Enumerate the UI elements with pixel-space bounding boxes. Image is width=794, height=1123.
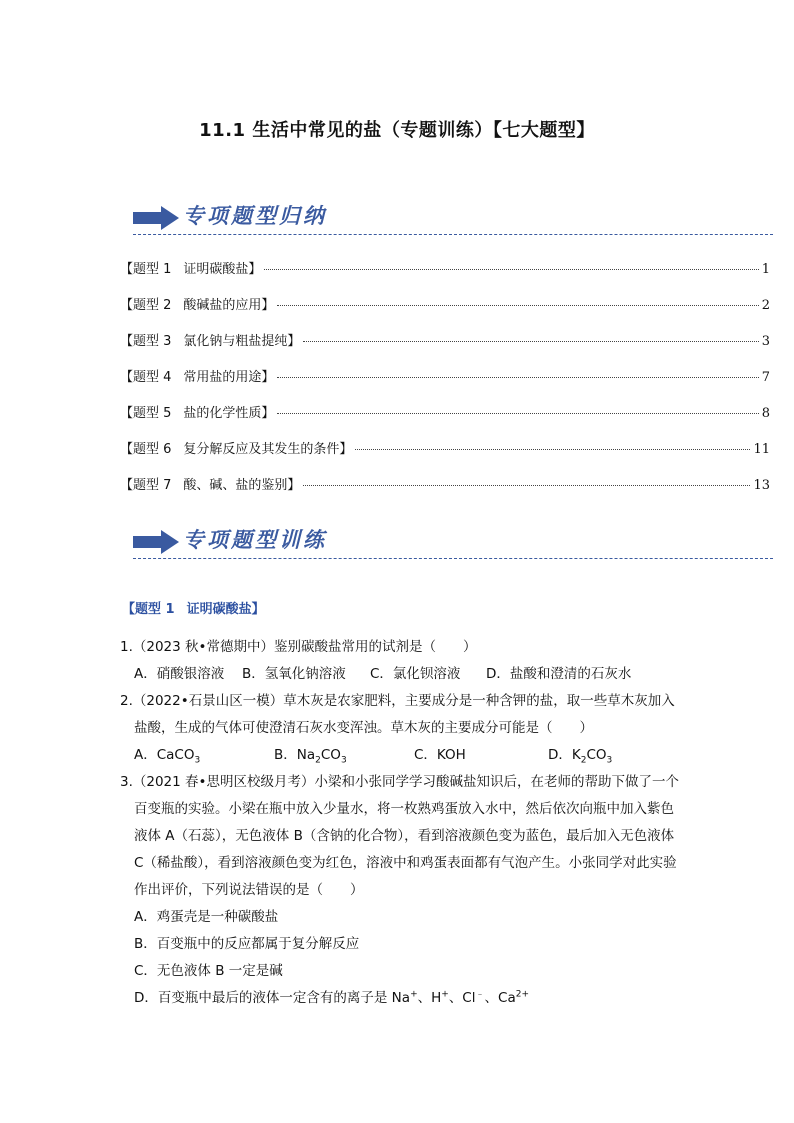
option-d[interactable]: D．盐酸和澄清的石灰水 xyxy=(486,666,632,682)
toc-page: 1 xyxy=(761,262,770,277)
toc-row[interactable]: 【题型 6 复分解反应及其发生的条件】 11 xyxy=(120,442,770,457)
toc-leader xyxy=(277,413,758,414)
toc-page: 13 xyxy=(753,478,770,493)
toc-page: 8 xyxy=(761,406,770,421)
option-row xyxy=(120,661,680,688)
toc-row[interactable]: 【题型 4 常用盐的用途】 7 xyxy=(120,370,770,385)
table-of-contents xyxy=(120,258,770,510)
option-c[interactable]: C．KOH xyxy=(414,747,466,763)
question-2 xyxy=(120,688,680,769)
toc-leader xyxy=(277,377,758,378)
toc-row[interactable]: 【题型 3 氯化钠与粗盐提纯】 3 xyxy=(120,334,770,349)
toc-leader xyxy=(355,449,750,450)
banner-divider xyxy=(133,234,773,235)
option-d[interactable]: D．$K_2CO_3$ xyxy=(548,747,613,766)
section-heading: 【题型 1 证明碳酸盐】 xyxy=(122,602,265,617)
question-stem: 2.（2022•石景山区一模）草木灰是农家肥料，主要成分是一种含钾的盐，取一些草木灰加入盐酸，生成的气体可使澄清石灰水变浑浊。草木灰的主要成分可能是（ ） xyxy=(120,693,675,736)
section-banner-summary xyxy=(133,200,773,240)
toc-leader xyxy=(277,305,758,306)
option-a[interactable]: A．硝酸银溶液 xyxy=(134,666,225,682)
option-a[interactable]: A．鸡蛋壳是一种碳酸盐 xyxy=(134,909,279,925)
toc-row[interactable]: 【题型 7 酸、碱、盐的鉴别】 13 xyxy=(120,478,770,493)
question-stem: 1.（2023 秋•常德期中）鉴别碳酸盐常用的试剂是（ ） xyxy=(120,639,477,655)
toc-leader xyxy=(303,485,750,486)
option-b[interactable]: B．$Na_2CO_3$ xyxy=(274,747,347,766)
arrow-right-icon xyxy=(133,206,179,230)
toc-row[interactable]: 【题型 1 证明碳酸盐】 1 xyxy=(120,262,770,277)
toc-row[interactable]: 【题型 5 盐的化学性质】 8 xyxy=(120,406,770,421)
question-3 xyxy=(120,769,680,1012)
section-banner-training xyxy=(133,524,773,564)
banner-title: 专项题型归纳 xyxy=(183,204,327,228)
banner-title: 专项题型训练 xyxy=(183,528,327,552)
page-title: 11.1 生活中常见的盐（专题训练）【七大题型】 xyxy=(199,120,595,141)
toc-page: 3 xyxy=(761,334,770,349)
option-d[interactable]: D．百变瓶中最后的液体一定含有的离子是 Na+、H+、Cl﹣、$Ca^{2+}$ xyxy=(134,989,529,1006)
option-b[interactable]: B．氢氧化钠溶液 xyxy=(242,666,346,682)
arrow-right-icon xyxy=(133,530,179,554)
option-row xyxy=(120,742,680,769)
toc-row[interactable]: 【题型 2 酸碱盐的应用】 2 xyxy=(120,298,770,313)
toc-page: 11 xyxy=(753,442,770,457)
option-a[interactable]: A．CaCO$_3$ xyxy=(134,747,201,766)
question-1 xyxy=(120,634,680,688)
toc-page: 7 xyxy=(761,370,770,385)
banner-divider xyxy=(133,558,773,559)
option-b[interactable]: B．百变瓶中的反应都属于复分解反应 xyxy=(134,936,360,952)
question-list xyxy=(120,634,680,1012)
question-stem: 3.（2021 春•思明区校级月考）小梁和小张同学学习酸碱盐知识后，在老师的帮助下做了一个百变瓶的实验。小梁在瓶中放入少量水，将一枚熟鸡蛋放入水中，然后依次向瓶中加入紫色液体 A（石蕊），无色液体 B（含钠的化合物），看到溶液颜色变为蓝色，最后加入无色液体 C（稀盐酸），看到溶液颜色变为红色，溶液中和鸡蛋表面都有气泡产生。小张同学对此实验作出评价，下列说法错误的是（ ） xyxy=(120,774,679,898)
toc-leader xyxy=(264,269,758,270)
toc-leader xyxy=(303,341,758,342)
toc-page: 2 xyxy=(761,298,770,313)
option-c[interactable]: C．无色液体 B 一定是碱 xyxy=(134,963,283,979)
option-c[interactable]: C．氯化钡溶液 xyxy=(370,666,461,682)
